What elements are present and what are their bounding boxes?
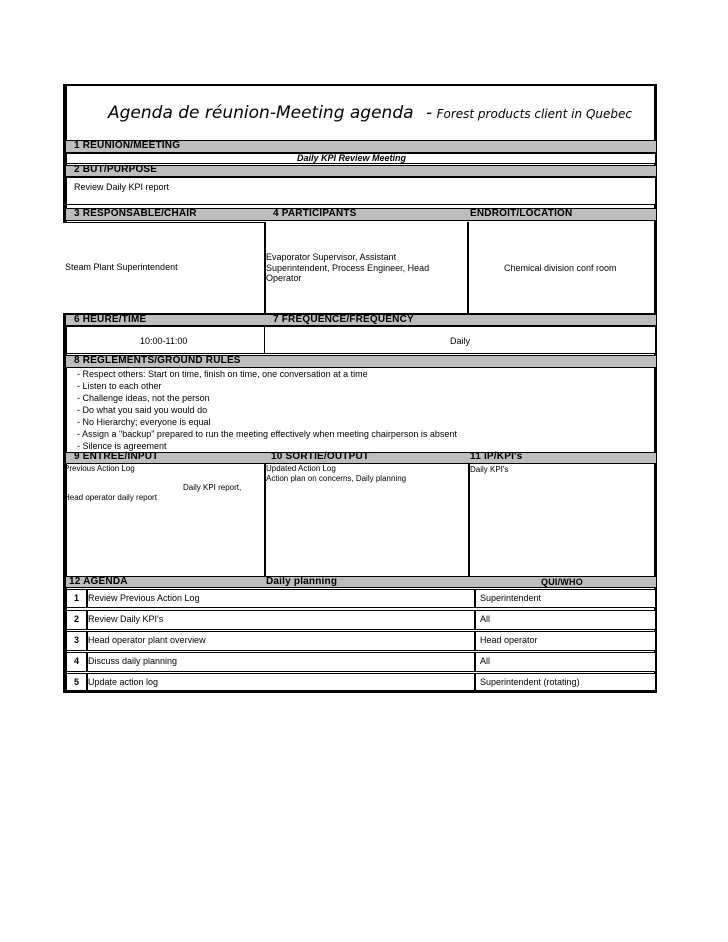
agenda-num: 4: [74, 656, 80, 666]
output-line-2: Action plan on concerns, Daily planning: [266, 474, 407, 483]
agenda-who-cell: [475, 610, 656, 630]
participants-line-2: Superintendent, Process Engineer, Head: [266, 263, 430, 273]
agenda-item: Update action log: [88, 677, 159, 687]
agenda-who: All: [480, 656, 491, 666]
agenda-item: Head operator plant overview: [88, 635, 206, 645]
output-line-1: Updated Action Log: [266, 464, 336, 473]
agenda-item: Discuss daily planning: [88, 656, 178, 666]
chair-value: Steam Plant Superintendent: [65, 262, 178, 272]
rules-label: 8 REGLEMENTS/GROUND RULES: [74, 355, 241, 366]
kpi-label: 11 IP/KPI's: [470, 451, 523, 462]
reunion-value: Daily KPI Review Meeting: [297, 153, 407, 163]
divider-participants: [467, 222, 469, 314]
rule-6: - Assign a "backup" prepared to run the meeting effectively when meeting chairperson is absent: [77, 429, 457, 439]
location-value: Chemical division conf room: [504, 263, 617, 273]
agenda-row: [66, 673, 656, 692]
output-label: 10 SORTIE/OUTPUT: [271, 451, 370, 462]
agenda-who: Superintendent (rotating): [480, 677, 580, 687]
agenda-num: 1: [74, 593, 80, 603]
location-label: ENDROIT/LOCATION: [470, 208, 573, 219]
agenda-who: All: [480, 614, 491, 624]
rule-7: - Silence is agreement: [77, 441, 167, 451]
agenda-who: Head operator: [480, 635, 538, 645]
input-label: 9 ENTREE/INPUT: [74, 451, 159, 462]
agenda-who-cell: [475, 652, 656, 672]
agenda-row: [66, 610, 656, 630]
kpi-line-1: Daily KPI's: [470, 465, 509, 474]
agenda-row: [66, 631, 656, 651]
agenda-mid-label: Daily planning: [266, 576, 338, 587]
participants-label: 4 PARTICIPANTS: [273, 208, 357, 219]
time-value: 10:00-11:00: [140, 336, 188, 346]
title-main: Agenda de réunion-Meeting agenda: [108, 103, 414, 123]
title-subtitle: Forest products client in Quebec: [436, 107, 632, 121]
agenda-item: Review Daily KPI's: [88, 614, 164, 624]
agenda-num: 3: [74, 635, 80, 645]
agenda-num: 5: [74, 677, 80, 687]
agenda-item: Review Previous Action Log: [88, 593, 200, 603]
rules-list: [77, 368, 457, 452]
frequency-value: Daily: [450, 336, 471, 346]
purpose-value: Review Daily KPI report: [74, 182, 170, 192]
time-label: 6 HEURE/TIME: [74, 314, 147, 325]
rule-3: - Challenge ideas, not the person: [77, 393, 210, 403]
divider-output: [468, 464, 470, 576]
page-title: [108, 103, 632, 123]
reunion-label: 1 REUNION/MEETING: [74, 140, 181, 151]
participants-line-1: Evaporator Supervisor, Assistant: [266, 252, 397, 262]
rule-2: - Listen to each other: [77, 381, 162, 391]
rule-5: - No Hierarchy; everyone is equal: [77, 417, 211, 427]
participants-line-3: Operator: [266, 273, 302, 283]
rule-4: - Do what you said you would do: [77, 405, 208, 415]
agenda-row: [66, 589, 656, 609]
agenda-who: Superintendent: [480, 593, 542, 603]
agenda-label: 12 AGENDA: [69, 576, 128, 587]
purpose-label: 2 BUT/PURPOSE: [74, 164, 158, 175]
agenda-num: 2: [74, 614, 80, 624]
input-line-3: Head operator daily report: [64, 493, 157, 502]
frequency-label: 7 FREQUENCE/FREQUENCY: [273, 314, 414, 325]
agenda-row: [66, 652, 656, 672]
title-dash: -: [426, 103, 433, 123]
rule-1: - Respect others: Start on time, finish on time, one conversation at a time: [77, 369, 368, 379]
who-label: QUI/WHO: [541, 577, 583, 587]
input-line-1: Previous Action Log: [64, 464, 135, 473]
chair-label: 3 RESPONSABLE/CHAIR: [74, 208, 197, 219]
input-line-2: Daily KPI report,: [183, 483, 242, 492]
